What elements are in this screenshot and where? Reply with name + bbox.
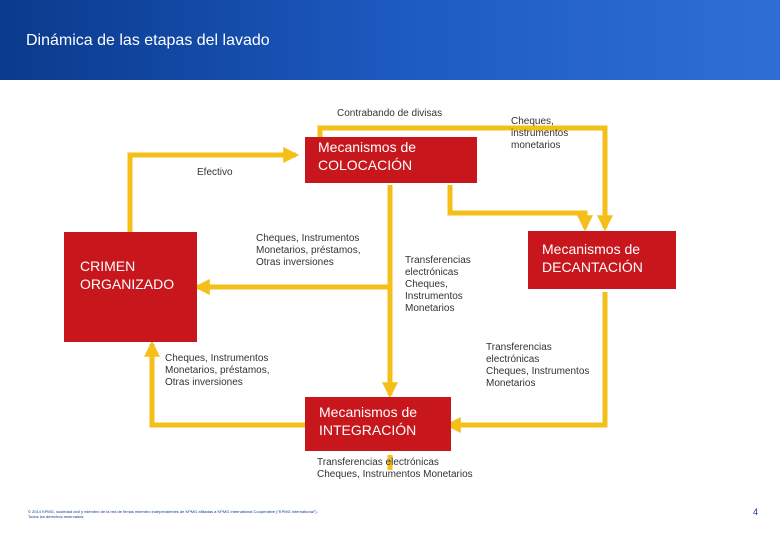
label-line: Cheques, Instrumentos [256,233,360,244]
label-line: Cheques, Instrumentos [165,353,269,364]
label-line: Monetarios, préstamos, [165,365,270,376]
label-line: Otras inversiones [256,257,334,268]
page-title: Dinámica de las etapas del lavado [26,32,270,49]
box-colocacion [305,137,477,183]
box-crimen-line2: ORGANIZADO [80,275,175,292]
label-transferencias-2 [486,342,589,390]
label-line: Cheques, Instrumentos Monetarios [317,469,473,480]
box-colocacion-line2: COLOCACIÓN [318,156,413,173]
box-decantacion [528,231,676,289]
label-contrabando [337,108,442,120]
page-number: 4 [752,507,758,517]
label-cheques-instrumentos-2 [165,353,270,389]
label-line: Cheques, [405,279,448,290]
label-efectivo-text: Efectivo [197,167,233,178]
label-cheques-monetarios-line: monetarios [511,140,561,151]
box-crimen-organizado [64,232,197,342]
label-efectivo [197,167,233,179]
label-line: Transferencias electrónicas [317,457,439,468]
box-integracion-line2: INTEGRACIÓN [319,421,417,438]
box-integracion [305,397,451,451]
label-line: Cheques, Instrumentos [486,366,590,377]
label-line: Monetarios, préstamos, [256,245,361,256]
label-line: electrónicas [405,267,459,278]
label-transferencias-3 [317,457,473,481]
box-crimen-line1: CRIMEN [80,258,136,274]
label-cheques-monetarios-line: instrumentos [511,128,569,139]
label-transferencias-1 [405,255,471,315]
box-decantacion-line2: DECANTACIÓN [542,258,643,275]
label-line: Transferencias [405,255,471,266]
label-line: electrónicas [486,354,540,365]
label-cheques-monetarios-line: Cheques, [511,116,554,127]
arrow-colocacion-decantacion [450,185,585,228]
box-integracion-line1: Mecanismos de [319,404,418,420]
label-line: Instrumentos [405,291,463,302]
box-colocacion-line1: Mecanismos de [318,139,417,155]
label-line: Monetarios [405,303,455,314]
label-line: Monetarios [486,378,536,389]
label-cheques-instrumentos-1 [256,233,361,269]
footer-legal-note: © 2014 KPMG, sociedad civil y miembro de la red de firmas miembro independientes de KPMG afiliadas a KPMG International Cooperative ("KPMG International"). Todos los derechos reservados. [28,509,318,520]
box-decantacion-line1: Mecanismos de [542,241,641,257]
label-contrabando-text: Contrabando de divisas [337,108,443,119]
label-cheques-monetarios [511,116,568,152]
label-line: Otras inversiones [165,377,243,388]
label-line: Transferencias [486,342,552,353]
